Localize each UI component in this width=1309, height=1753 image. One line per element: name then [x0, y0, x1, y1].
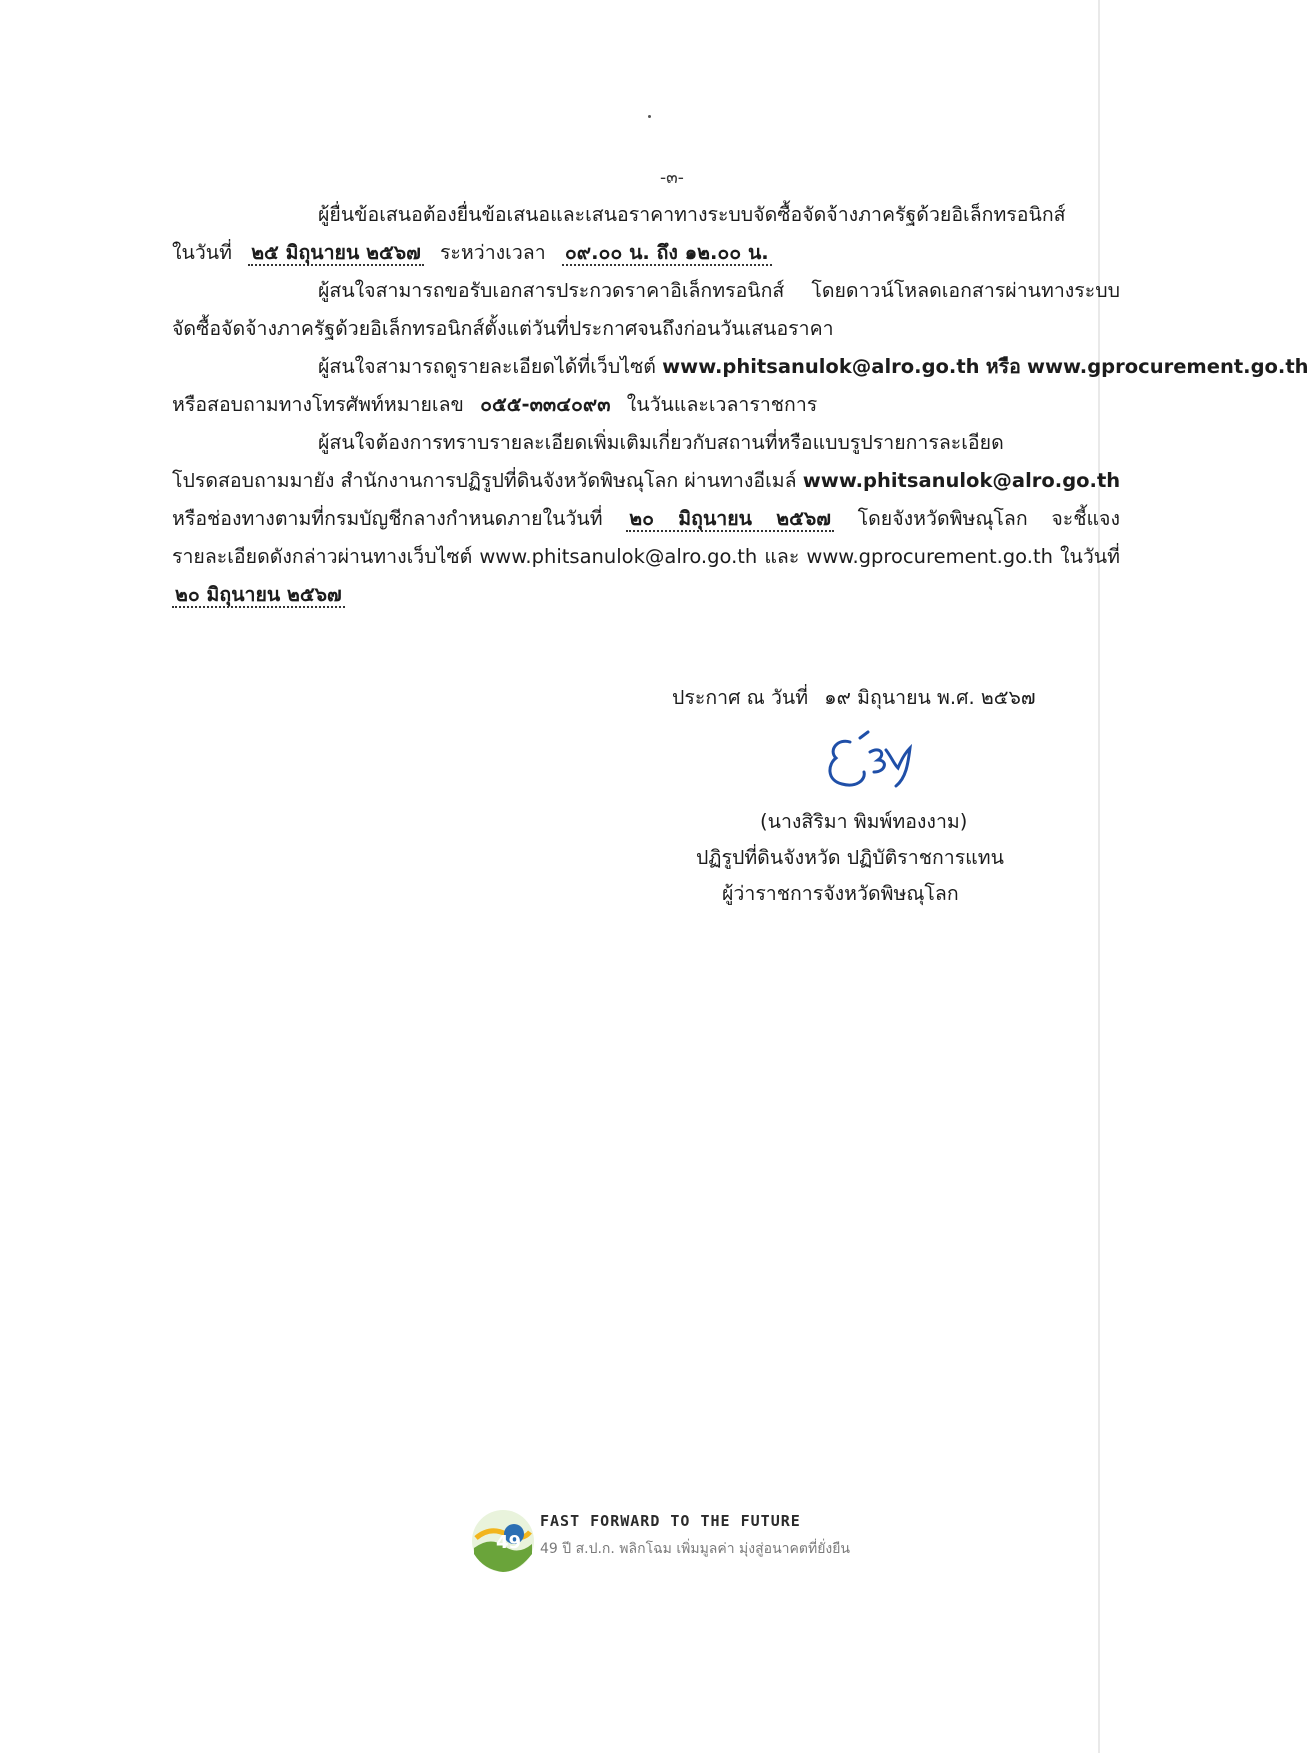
para1-line2	[172, 234, 1120, 272]
signatory-name: (นางสิริมา พิมพ์ทองงาม)	[760, 810, 968, 833]
website-text: ผู้สนใจสามารถดูรายละเอียดได้ที่เว็บไซต์	[318, 355, 656, 378]
para2-line2: จัดซื้อจัดจ้างภาครัฐด้วยอิเล็กทรอนิกส์ตั้งแต่วันที่ประกาศจนถึงก่อนวันเสนอราคา	[172, 317, 834, 340]
para4-line3	[172, 500, 1120, 538]
time-label: ระหว่างเวลา	[439, 241, 546, 264]
or-word: หรือ	[985, 355, 1021, 378]
signature-mark	[820, 728, 930, 798]
clarification-date: ๒๐ มิถุนายน ๒๕๖๗	[172, 583, 345, 608]
submission-date: ๒๕ มิถุนายน ๒๕๖๗	[248, 241, 424, 266]
announcement-line	[672, 680, 1112, 716]
anniversary-logo-icon	[470, 1508, 536, 1574]
announcement-date: ๑๙ มิถุนายน พ.ศ. ๒๕๖๗	[824, 686, 1036, 709]
para3-line2	[172, 386, 1120, 424]
signatory-position-1: ปฏิรูปที่ดินจังหวัด ปฏิบัติราชการแทน	[696, 846, 1004, 869]
page-number: -๓-	[660, 168, 684, 188]
para3-line1	[172, 348, 1309, 386]
announcement-prefix: ประกาศ ณ วันที่	[672, 686, 809, 709]
para2-line1: ผู้สนใจสามารถขอรับเอกสารประกวดราคาอิเล็กทรอนิกส์ โดยดาวน์โหลดเอกสารผ่านทางระบบ	[318, 279, 1120, 302]
deadline-date: ๒๐ มิถุนายน ๒๕๖๗	[626, 507, 834, 532]
logo-number: 49	[496, 1532, 522, 1553]
email-address: www.phitsanulok@alro.go.th	[802, 469, 1121, 492]
signatory-position-2: ผู้ว่าราชการจังหวัดพิษณุโลก	[722, 882, 959, 905]
phone-suffix: ในวันและเวลาราชการ	[626, 393, 818, 416]
document-body	[172, 196, 1309, 614]
announcement-block	[672, 680, 1112, 716]
footer-subtitle: 49 ปี ส.ป.ก. พลิกโฉม เพิ่มมูลค่า มุ่งสู่อนาคตที่ยั่งยืน	[540, 1541, 851, 1557]
email-text: โปรดสอบถามมายัง สำนักงานการปฏิรูปที่ดินจังหวัดพิษณุโลก ผ่านทางอีเมล์	[172, 469, 797, 492]
para4-line1: ผู้สนใจต้องการทราบรายละเอียดเพิ่มเติมเกี่ยวกับสถานที่หรือแบบรูปรายการละเอียด	[318, 431, 1004, 454]
phone-number: ๐๕๕-๓๓๔๐๙๓	[480, 393, 611, 416]
website-link-2: www.gprocurement.go.th	[1027, 355, 1309, 378]
para1-line1: ผู้ยื่นข้อเสนอต้องยื่นข้อเสนอและเสนอราคาทางระบบจัดซื้อจัดจ้างภาครัฐด้วยอิเล็กทรอนิกส์	[318, 203, 1066, 226]
website-link-1: www.phitsanulok@alro.go.th	[662, 355, 980, 378]
deadline-suffix: โดยจังหวัดพิษณุโลก จะชี้แจง	[857, 507, 1121, 530]
scan-dot	[648, 115, 651, 118]
date-prefix: ในวันที่	[172, 241, 232, 264]
para4-line4: รายละเอียดดังกล่าวผ่านทางเว็บไซต์ www.phitsanulok@alro.go.th และ www.gprocurement.go.th ในวันที่	[172, 545, 1120, 568]
submission-time: ๐๙.๐๐ น. ถึง ๑๒.๐๐ น.	[562, 241, 772, 266]
deadline-prefix: หรือช่องทางตามที่กรมบัญชีกลางกำหนดภายในวันที่	[172, 507, 603, 530]
phone-text: หรือสอบถามทางโทรศัพท์หมายเลข	[172, 393, 464, 416]
footer-title: FAST FORWARD TO THE FUTURE	[540, 1512, 801, 1530]
para4-line2	[172, 462, 1120, 500]
para4-line5	[172, 576, 1120, 614]
